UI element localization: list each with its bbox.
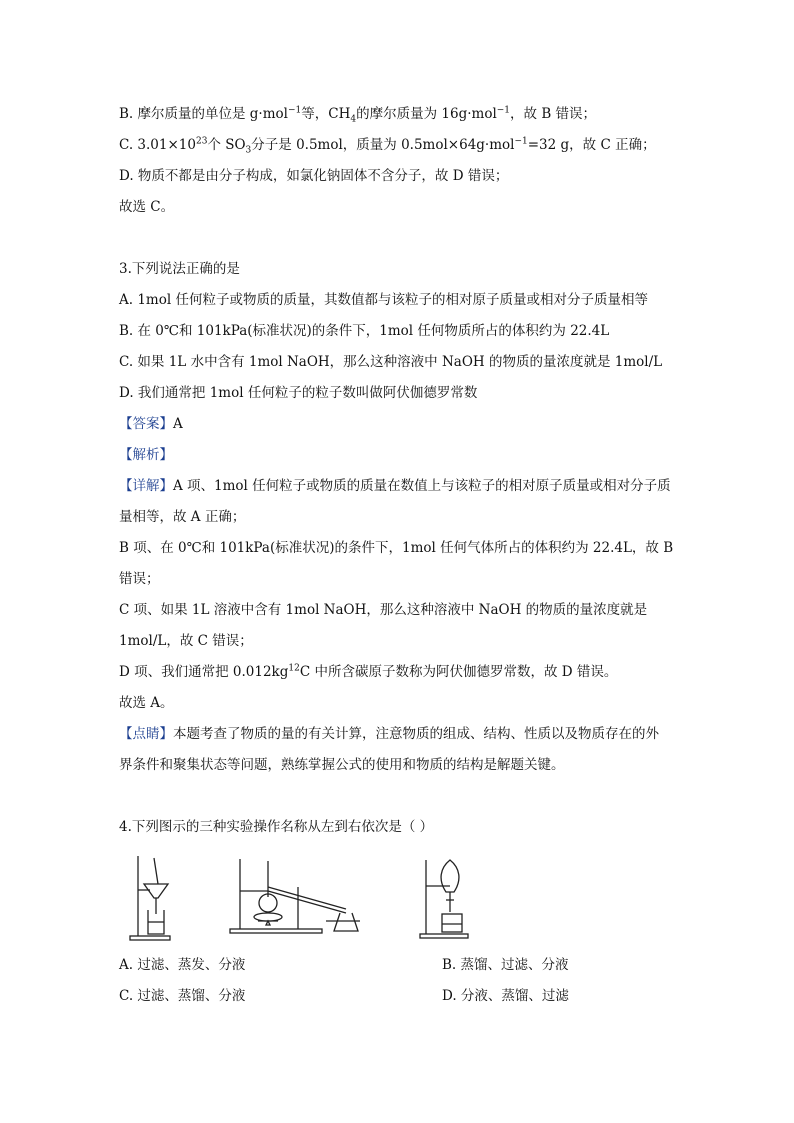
q3-answer: 【答案】A — [119, 416, 183, 432]
distillation-apparatus-figure — [228, 857, 364, 935]
q3-detail-a-line2: 量相等，故 A 正确； — [119, 509, 246, 525]
q3-detail-c-line2: 1mol/L，故 C 错误； — [119, 633, 253, 649]
q2-conclusion: 故选 C。 — [119, 199, 175, 215]
q3-detail-c-line1: C 项、如果 1L 溶液中含有 1mol NaOH，那么这种溶液中 NaOH 的物质的量浓度就是 — [119, 602, 648, 618]
q3-option-c: C. 如果 1L 水中含有 1mol NaOH，那么这种溶液中 NaOH 的物质的量浓度就是 1mol/L — [119, 354, 663, 370]
q3-conclusion: 故选 A。 — [119, 695, 174, 711]
q3-option-b: B. 在 0℃和 101kPa(标准状况)的条件下，1mol 任何物质所占的体积约为 22.4L — [119, 323, 610, 339]
q3-option-a: A. 1mol 任何粒子或物质的质量，其数值都与该粒子的相对原子质量或相对分子质量相等 — [119, 292, 648, 308]
q4-option-b: B. 蒸馏、过滤、分液 — [442, 957, 569, 973]
q3-comment-line1: 【点睛】本题考查了物质的量的有关计算，注意物质的组成、结构、性质以及物质存在的外 — [119, 726, 659, 742]
q4-option-c: C. 过滤、蒸馏、分液 — [119, 988, 246, 1004]
comment-tag: 【点睛】 — [119, 726, 173, 742]
q3-detail-a-line1: 【详解】A 项、1mol 任何粒子或物质的质量在数值上与该粒子的相对原子质量或相对分子质 — [119, 478, 671, 494]
q3-detail-b-line2: 错误； — [119, 571, 160, 587]
q4-option-a: A. 过滤、蒸发、分液 — [119, 957, 246, 973]
q3-option-d: D. 我们通常把 1mol 任何粒子的粒子数叫做阿伏伽德罗常数 — [119, 385, 478, 401]
q3-stem: 3.下列说法正确的是 — [119, 261, 240, 277]
q2-option-b-analysis: B. 摩尔质量的单位是 g·mol$^{-1}$等，$CH_4$的摩尔质量为 16g·mol$^{-1}$，故 B 错误； — [119, 105, 597, 125]
q2-option-d-analysis: D. 物质不都是由分子构成，如氯化钠固体不含分子，故 D 错误； — [119, 168, 509, 184]
answer-tag: 【答案】 — [119, 416, 173, 432]
separatory-funnel-figure — [418, 854, 478, 940]
detail-tag: 【详解】 — [119, 478, 173, 494]
q3-comment-line2: 界条件和聚集状态等问题，熟练掌握公式的使用和物质的结构是解题关键。 — [119, 757, 565, 773]
q4-option-d: D. 分液、蒸馏、过滤 — [442, 988, 569, 1004]
q2-option-c-analysis: C. $3.01\times 10^{23}$个 $SO_3$分子是 0.5mol，质量为 0.5mol×64g·mol$^{-1}$=32 g，故 C 正确； — [119, 136, 656, 156]
q3-analysis-tag: 【解析】 — [119, 447, 173, 463]
q3-detail-b-line1: B 项、在 0℃和 101kPa(标准状况)的条件下，1mol 任何气体所占的体积约为 22.4L，故 B — [119, 540, 674, 556]
q3-detail-d: D 项、我们通常把 $0.012kg^{12}C$ 中所含碳原子数称为阿伏伽德罗常数，故 D 错误。 — [119, 663, 618, 680]
filtration-apparatus-figure — [128, 852, 178, 942]
q4-stem: 4.下列图示的三种实验操作名称从左到右依次是（ ） — [119, 819, 434, 835]
